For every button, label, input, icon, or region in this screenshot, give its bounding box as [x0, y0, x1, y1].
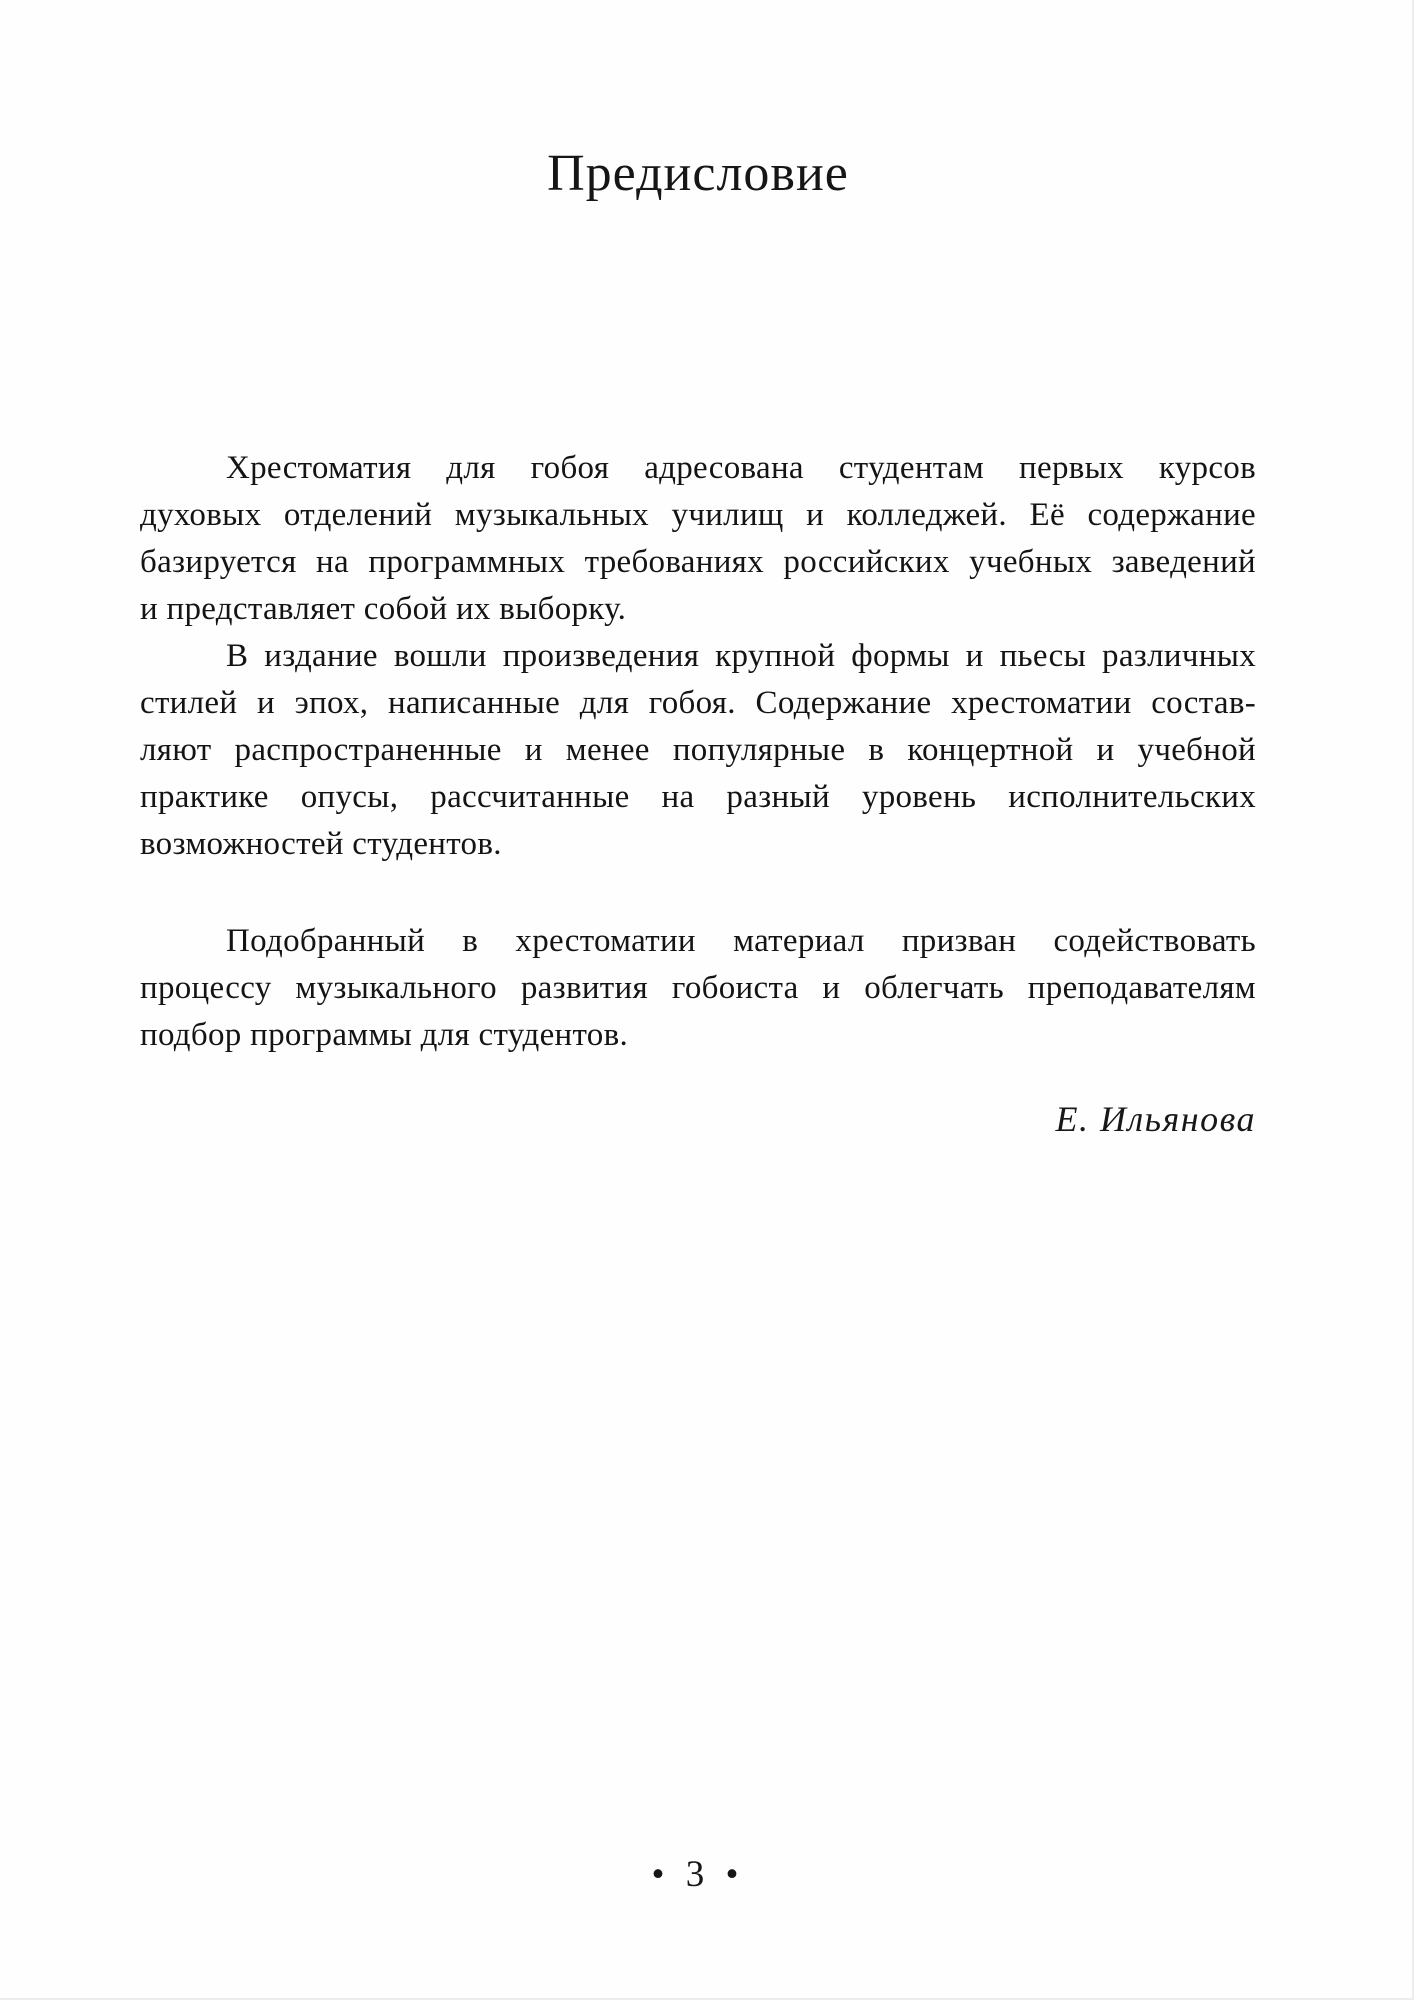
paragraph-line: ляют распространенные и менее популярные в концертной и учебной: [140, 732, 1256, 768]
paragraph-2: [140, 633, 1256, 868]
paragraph-line: стилей и эпох, написанные для гобоя. Содержание хрестоматии состав-: [140, 685, 1256, 721]
page-number: • 3 •: [651, 1854, 745, 1895]
paragraph-1: [140, 445, 1256, 633]
paragraph-3: [140, 918, 1256, 1059]
paragraph-line: подбор программы для студентов.: [140, 1017, 629, 1053]
paragraph-line: и представляет собой их выборку.: [140, 591, 627, 627]
paragraph-line: возможностей студентов.: [140, 826, 502, 862]
paragraph-line: духовых отделений музыкальных училищ и колледжей. Её содержание: [140, 497, 1256, 533]
paragraph-line: процессу музыкального развития гобоиста и облегчать преподавателям: [140, 970, 1256, 1006]
page-title: Предисловие: [547, 145, 849, 202]
preface-body: [140, 445, 1256, 1059]
paragraph-line: Подобранный в хрестоматии материал призван содействовать: [226, 923, 1256, 959]
paragraph-line: базируется на программных требованиях российских учебных заведений: [140, 544, 1256, 580]
author-signature: Е. Ильянова: [1055, 1099, 1256, 1139]
paragraph-line: Хрестоматия для гобоя адресована студентам первых курсов: [226, 450, 1256, 486]
paragraph-line: В издание вошли произведения крупной формы и пьесы различных: [226, 638, 1256, 674]
paragraph-line: практике опусы, рассчитанные на разный уровень исполнительских: [140, 779, 1256, 815]
